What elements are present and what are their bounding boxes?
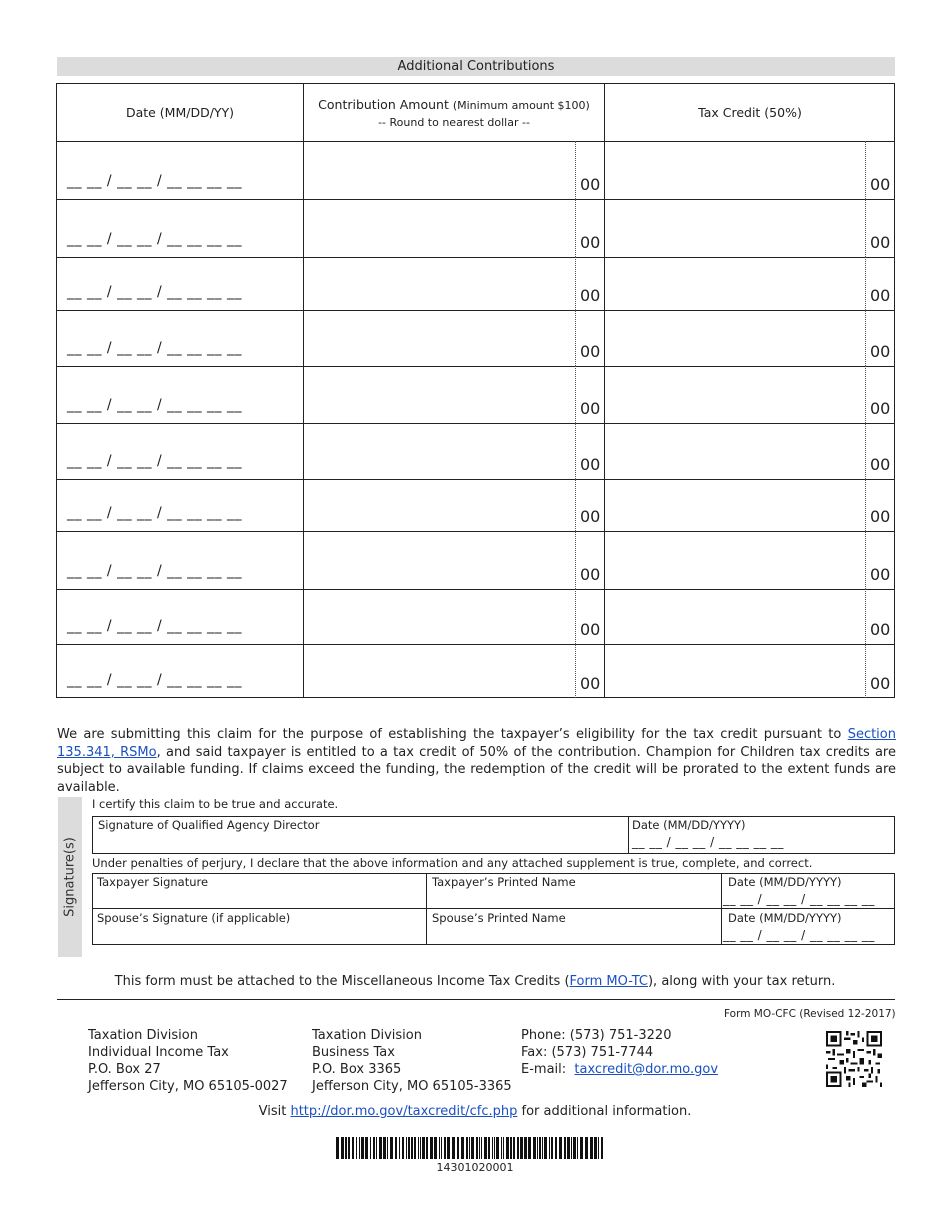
barcode-bar: [567, 1137, 570, 1159]
cents-divider: [865, 366, 866, 423]
box-divider: [93, 908, 894, 909]
barcode-bar: [506, 1137, 509, 1159]
barcode-bar: [528, 1137, 531, 1159]
tax-credit-field[interactable]: [606, 423, 863, 479]
barcode-bar: [345, 1137, 347, 1159]
amount-cents: 00: [580, 565, 601, 584]
barcode-bar: [390, 1137, 393, 1159]
barcode-bar: [422, 1137, 425, 1159]
tax-credit-field[interactable]: [606, 644, 863, 698]
contributions-table: [56, 83, 895, 698]
signatures-side-label: [58, 797, 82, 957]
barcode-bar: [501, 1137, 502, 1159]
contribution-amount-field[interactable]: [305, 366, 573, 423]
director-date-field[interactable]: __ __ / __ __ / __ __ __ __: [632, 835, 784, 849]
barcode-bar: [383, 1137, 386, 1159]
header-amount-min: (Minimum amount $100): [452, 98, 590, 112]
address-line: Taxation Division: [312, 1028, 422, 1043]
footer-divider: [57, 999, 895, 1000]
tax-credit-field[interactable]: [606, 310, 863, 366]
barcode-bar: [376, 1137, 377, 1159]
header-date: [57, 84, 303, 141]
tax-credit-field[interactable]: [606, 257, 863, 310]
barcode-bar: [551, 1137, 553, 1159]
cents-divider: [865, 199, 866, 257]
cents-divider: [575, 257, 576, 310]
barcode-bar: [580, 1137, 583, 1159]
tax-credit-field[interactable]: [606, 141, 863, 199]
barcode-bar: [387, 1137, 388, 1159]
barcode-bar: [524, 1137, 527, 1159]
date-field[interactable]: __ __ / __ __ / __ __ __ __: [67, 173, 242, 189]
barcode-bar: [533, 1137, 536, 1159]
barcode-bar: [370, 1137, 371, 1159]
barcode-bar: [494, 1137, 495, 1159]
barcode-bar: [430, 1137, 433, 1159]
header-credit-label: Tax Credit (50%): [698, 105, 802, 120]
barcode-bar: [513, 1137, 515, 1159]
barcode-bar: [418, 1137, 419, 1159]
barcode-bar: [520, 1137, 523, 1159]
form-mo-tc-link[interactable]: Form MO-TC: [569, 974, 648, 989]
barcode-bar: [447, 1137, 450, 1159]
address-individual: [88, 1027, 288, 1095]
spouse-printed-name-field[interactable]: Spouse’s Printed Name: [432, 911, 566, 925]
cents-divider: [575, 589, 576, 644]
credit-cents: 00: [870, 286, 891, 305]
barcode-bar: [539, 1137, 541, 1159]
barcode-bar: [549, 1137, 550, 1159]
header-amount-label: Contribution Amount: [318, 96, 449, 112]
address-line: Taxation Division: [88, 1028, 198, 1043]
barcode-bar: [585, 1137, 588, 1159]
address-line: Business Tax: [312, 1045, 395, 1060]
amount-cents: 00: [580, 455, 601, 474]
barcode-bar: [496, 1137, 499, 1159]
amount-cents: 00: [580, 175, 601, 194]
cents-divider: [575, 366, 576, 423]
date-field[interactable]: __ __ / __ __ / __ __ __ __: [67, 453, 242, 469]
barcode-icon: [336, 1137, 606, 1159]
date-field[interactable]: __ __ / __ __ / __ __ __ __: [67, 284, 242, 300]
credit-cents: 00: [870, 455, 891, 474]
barcode-bar: [379, 1137, 382, 1159]
credit-cents: 00: [870, 233, 891, 252]
cents-divider: [865, 141, 866, 199]
barcode-bar: [420, 1137, 421, 1159]
taxpayer-date-field[interactable]: __ __ / __ __ / __ __ __ __: [723, 892, 875, 906]
column-divider: [303, 84, 304, 697]
barcode-bar: [492, 1137, 493, 1159]
barcode-bar: [411, 1137, 413, 1159]
header-amount-round: -- Round to nearest dollar --: [378, 115, 530, 129]
barcode-bar: [434, 1137, 437, 1159]
amount-cents: 00: [580, 286, 601, 305]
cents-divider: [575, 644, 576, 698]
barcode-bar: [408, 1137, 410, 1159]
credit-cents: 00: [870, 565, 891, 584]
contact-info: [521, 1027, 718, 1078]
contribution-amount-field[interactable]: [305, 199, 573, 257]
contribution-amount-field[interactable]: [305, 644, 573, 698]
barcode-bar: [571, 1137, 572, 1159]
signatures-label-text: Signature(s): [62, 837, 78, 917]
cents-divider: [575, 479, 576, 531]
cents-divider: [575, 310, 576, 366]
perjury-statement: Under penalties of perjury, I declare that the above information and any attached supplement is true, complete, and correct.: [92, 856, 813, 870]
tax-credit-field[interactable]: [606, 589, 863, 644]
barcode-bar: [352, 1137, 354, 1159]
cents-divider: [865, 479, 866, 531]
amount-cents: 00: [580, 233, 601, 252]
date-field[interactable]: __ __ / __ __ / __ __ __ __: [67, 618, 242, 634]
barcode-bar: [503, 1137, 504, 1159]
box-divider: [628, 817, 629, 853]
barcode-bar: [365, 1137, 368, 1159]
barcode-bar: [359, 1137, 360, 1159]
spouse-date-field[interactable]: __ __ / __ __ / __ __ __ __: [723, 928, 875, 942]
attach-text: This form must be attached to the Miscellaneous Income Tax Credits (: [114, 974, 570, 989]
date-field[interactable]: __ __ / __ __ / __ __ __ __: [67, 672, 242, 688]
amount-cents: 00: [580, 507, 601, 526]
header-credit: [605, 84, 895, 141]
credit-cents: 00: [870, 674, 891, 693]
address-line: P.O. Box 27: [88, 1062, 161, 1077]
phone-number: Phone: (573) 751-3220: [521, 1028, 672, 1043]
qr-code-icon: [826, 1031, 882, 1087]
barcode-bar: [564, 1137, 566, 1159]
barcode-bar: [406, 1137, 407, 1159]
contribution-amount-field[interactable]: [305, 141, 573, 199]
claim-paragraph: [57, 726, 896, 796]
contribution-amount-field[interactable]: [305, 310, 573, 366]
form-identifier: Form MO-CFC (Revised 12-2017): [724, 1008, 896, 1020]
contribution-amount-field[interactable]: [305, 589, 573, 644]
date-field[interactable]: __ __ / __ __ / __ __ __ __: [67, 397, 242, 413]
contribution-amount-field[interactable]: [305, 257, 573, 310]
cents-divider: [865, 644, 866, 698]
amount-cents: 00: [580, 342, 601, 361]
section-135-341-link[interactable]: Section 135.341, RSMo: [57, 727, 896, 760]
contribution-amount-field[interactable]: [305, 479, 573, 531]
cents-divider: [865, 257, 866, 310]
date-field[interactable]: __ __ / __ __ / __ __ __ __: [67, 563, 242, 579]
barcode-bar: [461, 1137, 464, 1159]
barcode-bar: [559, 1137, 562, 1159]
header-amount: [304, 84, 604, 141]
cents-divider: [865, 310, 866, 366]
cents-divider: [865, 589, 866, 644]
fax-number: Fax: (573) 751-7744: [521, 1045, 654, 1060]
barcode-bar: [590, 1137, 593, 1159]
barcode-bar: [441, 1137, 442, 1159]
cents-divider: [575, 531, 576, 589]
claim-text-continued: , and said taxpayer is entitled to a tax credit of 50% of the contribution. Champion for Children tax credits are subject to available funding. If claims exceed the funding, the redemption of the credit will be prorated to the extent funds are available.: [57, 744, 896, 795]
barcode-number: 14301020001: [436, 1161, 514, 1174]
barcode-bar: [544, 1137, 547, 1159]
claim-text: We are submitting this claim for the purpose of establishing the taxpayer’s eligibility for the tax credit pursuant to: [57, 727, 848, 742]
barcode-bar: [414, 1137, 416, 1159]
barcode-bar: [601, 1137, 603, 1159]
tax-credit-field[interactable]: [606, 366, 863, 423]
barcode-bar: [476, 1137, 478, 1159]
email-label: E-mail:: [521, 1062, 567, 1077]
date-field[interactable]: __ __ / __ __ / __ __ __ __: [67, 231, 242, 247]
address-line: Jefferson City, MO 65105-0027: [88, 1079, 288, 1094]
taxpayer-signature-field[interactable]: Taxpayer Signature: [97, 875, 209, 889]
barcode-bar: [452, 1137, 455, 1159]
barcode-bar: [426, 1137, 428, 1159]
barcode-bar: [481, 1137, 482, 1159]
email-link[interactable]: taxcredit@dor.mo.gov: [574, 1062, 719, 1077]
taxpayer-date-label: Date (MM/DD/YYYY): [728, 875, 842, 889]
date-field[interactable]: __ __ / __ __ / __ __ __ __: [67, 505, 242, 521]
barcode-bar: [348, 1137, 350, 1159]
box-divider: [426, 874, 427, 944]
barcode-bar: [457, 1137, 459, 1159]
tax-credit-field[interactable]: [606, 531, 863, 589]
header-date-label: Date (MM/DD/YY): [125, 105, 235, 120]
amount-cents: 00: [580, 674, 601, 693]
barcode-bar: [598, 1137, 599, 1159]
barcode-bar: [573, 1137, 576, 1159]
address-business: [312, 1027, 512, 1095]
address-line: Jefferson City, MO 65105-3365: [312, 1079, 512, 1094]
barcode-bar: [336, 1137, 339, 1159]
contribution-amount-field[interactable]: [305, 423, 573, 479]
column-divider: [604, 84, 605, 697]
cents-divider: [865, 531, 866, 589]
cents-divider: [575, 141, 576, 199]
barcode-bar: [361, 1137, 364, 1159]
tax-credit-field[interactable]: [606, 199, 863, 257]
visit-text: Visit: [258, 1104, 291, 1119]
barcode-bar: [466, 1137, 468, 1159]
visit-line: [0, 1104, 950, 1119]
director-date-label: Date (MM/DD/YYYY): [632, 818, 746, 832]
amount-cents: 00: [580, 620, 601, 639]
address-line: Individual Income Tax: [88, 1045, 229, 1060]
amount-cents: 00: [580, 399, 601, 418]
barcode-bar: [537, 1137, 538, 1159]
credit-cents: 00: [870, 399, 891, 418]
address-line: P.O. Box 3365: [312, 1062, 402, 1077]
barcode-bar: [402, 1137, 404, 1159]
barcode-bar: [373, 1137, 375, 1159]
barcode-bar: [356, 1137, 357, 1159]
certify-statement: I certify this claim to be true and accurate.: [92, 797, 339, 811]
cents-divider: [575, 199, 576, 257]
tax-credit-field[interactable]: [606, 479, 863, 531]
attach-text-end: ), along with your tax return.: [647, 974, 836, 989]
spouse-date-label: Date (MM/DD/YYYY): [728, 911, 842, 925]
barcode-bar: [439, 1137, 440, 1159]
cfc-website-link[interactable]: http://dor.mo.gov/taxcredit/cfc.php: [290, 1104, 518, 1119]
barcode-bar: [341, 1137, 344, 1159]
barcode-bar: [479, 1137, 480, 1159]
credit-cents: 00: [870, 175, 891, 194]
director-signature-field[interactable]: Signature of Qualified Agency Director: [98, 818, 320, 832]
barcode-bar: [510, 1137, 512, 1159]
barcode-bar: [555, 1137, 557, 1159]
credit-cents: 00: [870, 620, 891, 639]
cents-divider: [575, 423, 576, 479]
barcode-bar: [542, 1137, 543, 1159]
section-title: Additional Contributions: [57, 57, 895, 76]
box-divider: [721, 874, 722, 944]
barcode-bar: [577, 1137, 578, 1159]
taxpayer-printed-name-field[interactable]: Taxpayer’s Printed Name: [432, 875, 576, 889]
barcode-bar: [471, 1137, 474, 1159]
credit-cents: 00: [870, 507, 891, 526]
cents-divider: [865, 423, 866, 479]
barcode-bar: [484, 1137, 487, 1159]
date-field[interactable]: __ __ / __ __ / __ __ __ __: [67, 340, 242, 356]
contribution-amount-field[interactable]: [305, 531, 573, 589]
attach-note: [0, 974, 950, 989]
barcode-bar: [594, 1137, 597, 1159]
barcode-bar: [517, 1137, 519, 1159]
credit-cents: 00: [870, 342, 891, 361]
barcode-bar: [488, 1137, 490, 1159]
visit-text-end: for additional information.: [517, 1104, 692, 1119]
barcode-bar: [444, 1137, 446, 1159]
barcode-bar: [395, 1137, 397, 1159]
spouse-signature-field[interactable]: Spouse’s Signature (if applicable): [97, 911, 291, 925]
barcode-bar: [399, 1137, 400, 1159]
barcode-bar: [469, 1137, 470, 1159]
